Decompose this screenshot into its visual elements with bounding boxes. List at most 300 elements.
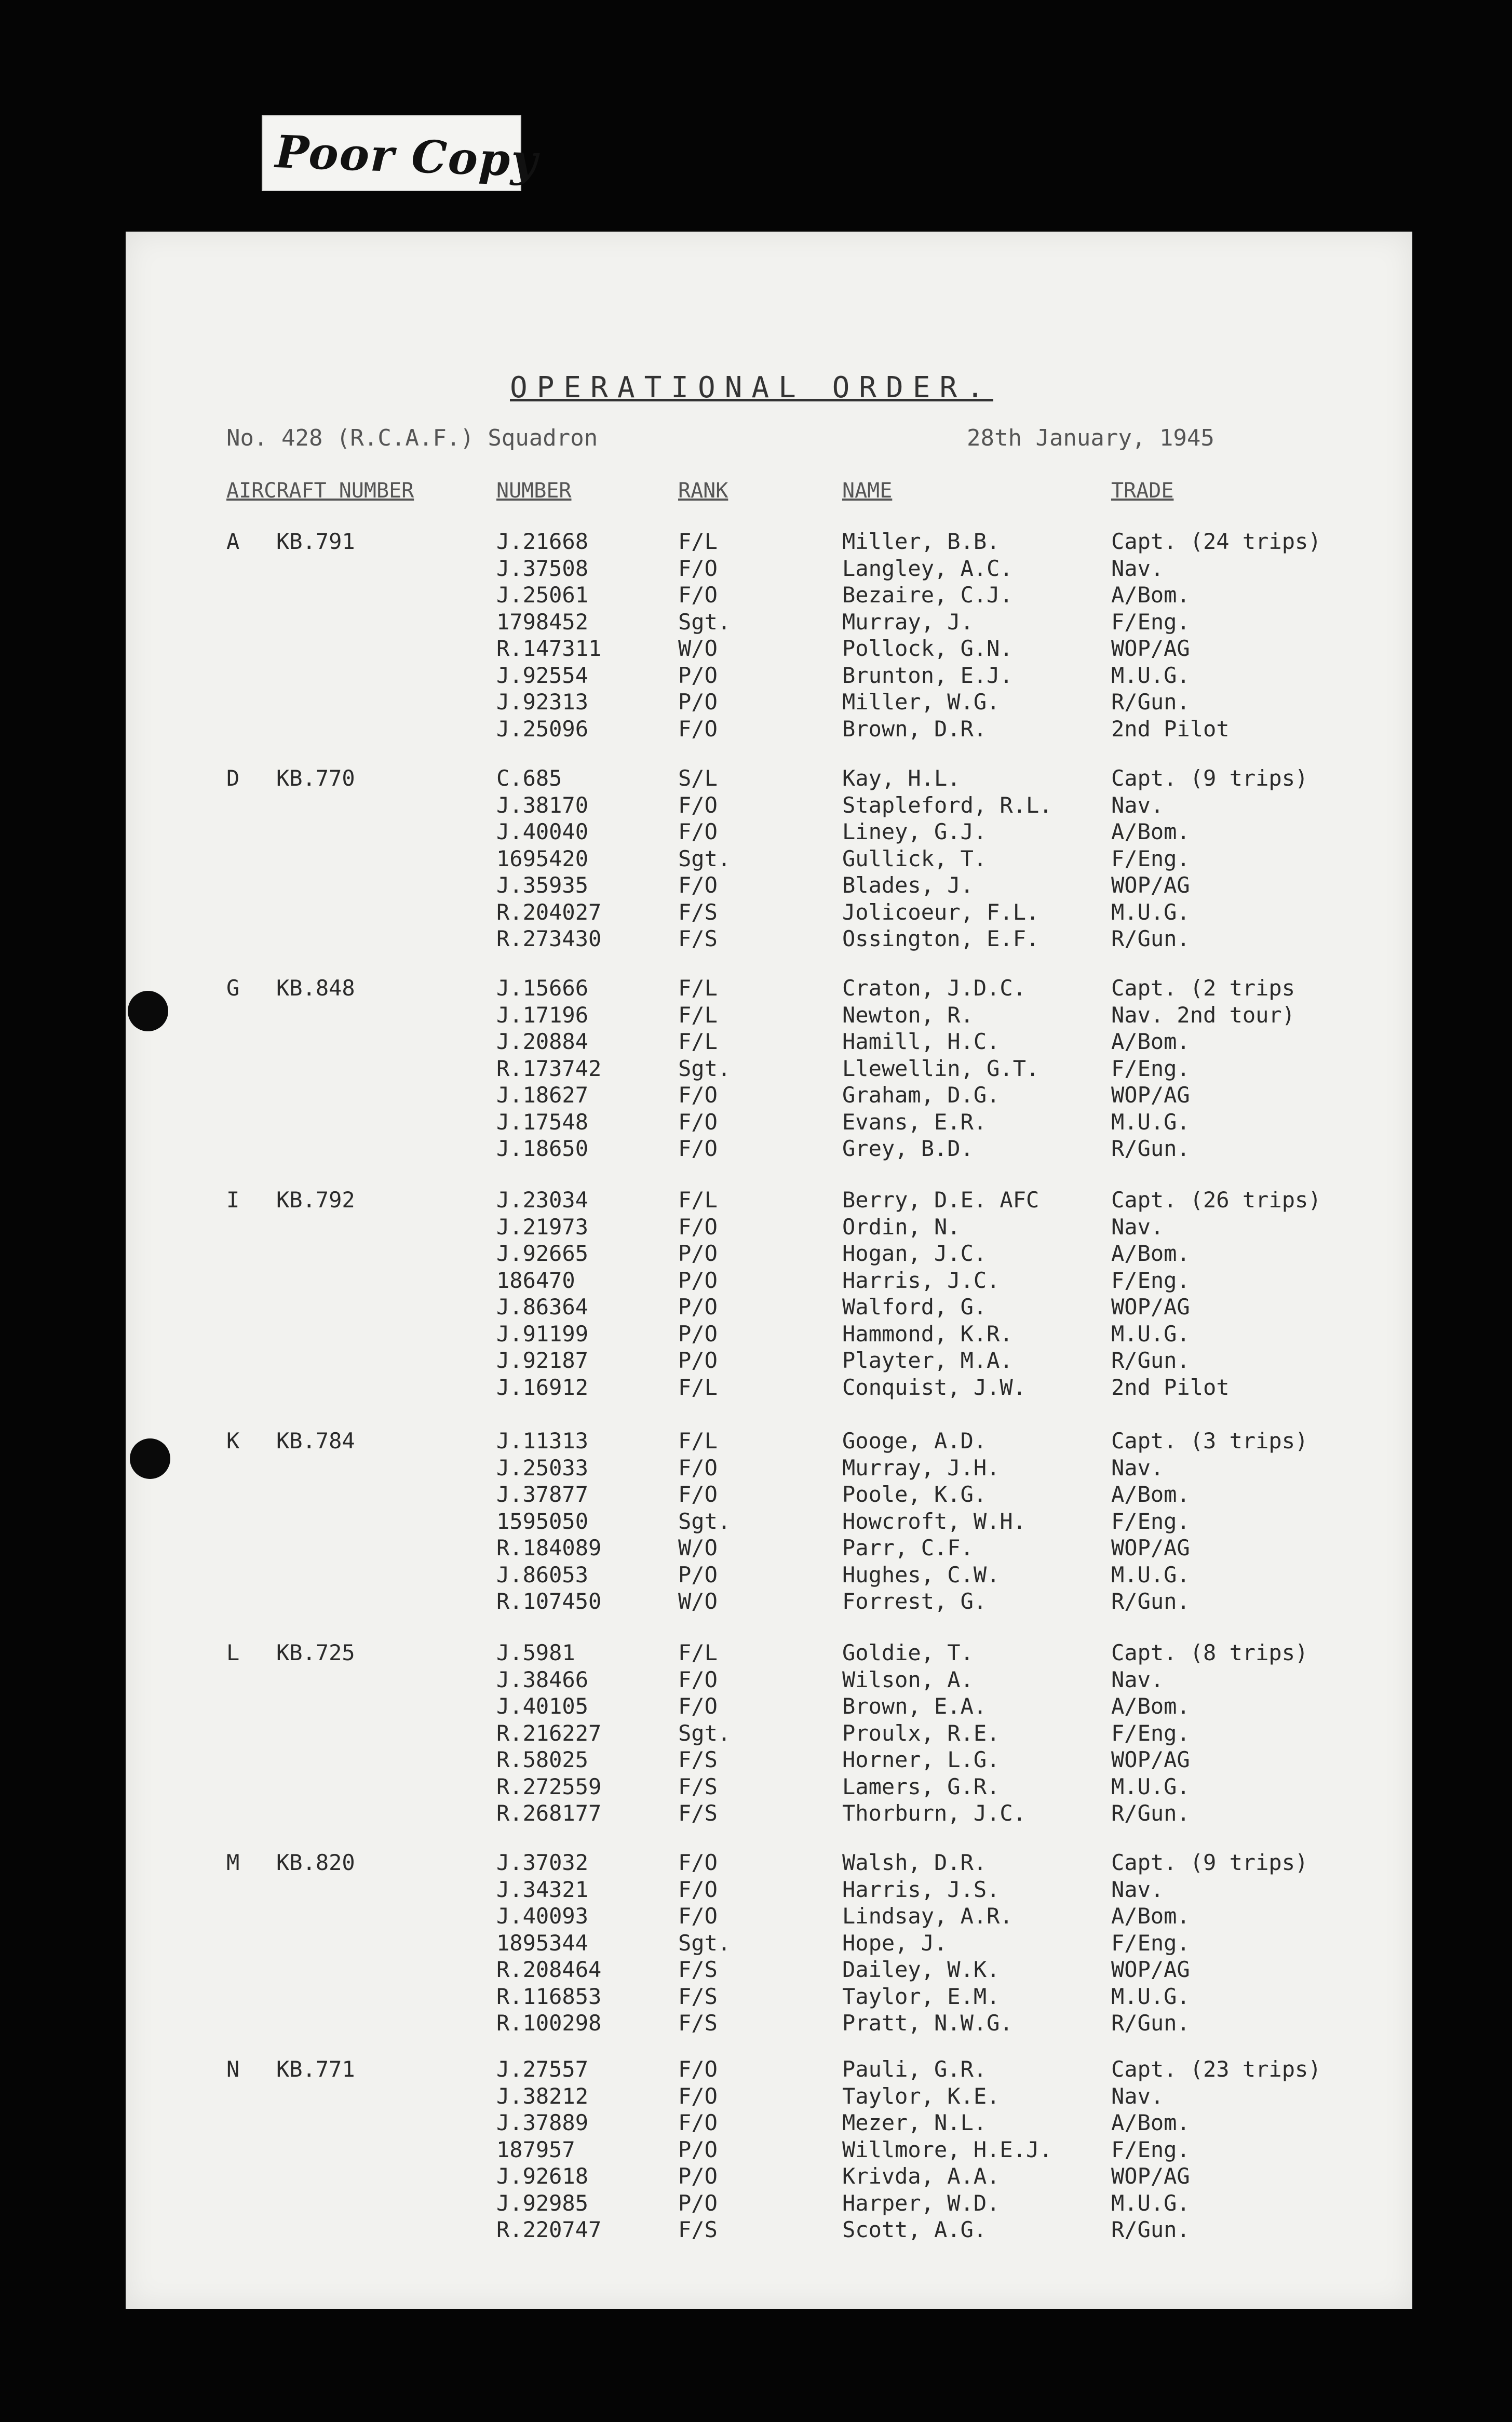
header-trade: TRADE <box>1111 479 1174 503</box>
crew-name: Murray, J.H. <box>842 1455 1000 1481</box>
trade: F/Eng. <box>1111 1267 1190 1293</box>
rank: F/O <box>678 582 718 608</box>
trade: M.U.G. <box>1111 1983 1190 2009</box>
trade: 2nd Pilot <box>1111 1374 1230 1400</box>
trade: WOP/AG <box>1111 636 1190 661</box>
header-rank: RANK <box>678 479 728 503</box>
rank: F/L <box>678 1029 718 1054</box>
rank: F/O <box>678 1482 718 1507</box>
service-number: J.38212 <box>496 2083 589 2109</box>
rank: F/O <box>678 1136 718 1161</box>
crew-member-row <box>126 1056 1412 1083</box>
crew-name: Miller, W.G. <box>842 689 1000 715</box>
rank: Sgt. <box>678 1055 731 1081</box>
trade: F/Eng. <box>1111 1930 1190 1956</box>
trade: Nav. <box>1111 555 1164 581</box>
crew-name: Hughes, C.W. <box>842 1562 1000 1587</box>
trade: Capt. (23 trips) <box>1111 2056 1321 2082</box>
service-number: J.40105 <box>496 1693 589 1719</box>
trade: 2nd Pilot <box>1111 716 1230 742</box>
rank: F/S <box>678 899 718 925</box>
rank: F/O <box>678 1214 718 1240</box>
poor-copy-label <box>262 115 539 191</box>
rank: P/O <box>678 2190 718 2216</box>
crew-member-row <box>126 1877 1412 1904</box>
rank: Sgt. <box>678 1930 731 1956</box>
trade: Nav. <box>1111 1666 1164 1692</box>
service-number: 1695420 <box>496 845 589 871</box>
trade: M.U.G. <box>1111 2190 1190 2216</box>
trade: F/Eng. <box>1111 2136 1190 2162</box>
rank: F/O <box>678 1693 718 1719</box>
header-number: NUMBER <box>496 479 572 503</box>
rank: F/S <box>678 2010 718 2036</box>
crew-name: Llewellin, G.T. <box>842 1055 1040 1081</box>
crew-member-row <box>126 1455 1412 1482</box>
rank: F/O <box>678 1455 718 1481</box>
crew-name: Willmore, H.E.J. <box>842 2136 1052 2162</box>
trade: Capt. (2 trips <box>1111 975 1295 1001</box>
crew-name: Stapleford, R.L. <box>842 792 1052 818</box>
service-number: J.17196 <box>496 1002 589 1028</box>
crew-member-row <box>126 1428 1412 1455</box>
trade: M.U.G. <box>1111 1562 1190 1587</box>
crew-member-row <box>126 1136 1412 1163</box>
crew-member-row <box>126 609 1412 636</box>
aircraft-letter: I <box>226 1187 240 1213</box>
rank: P/O <box>678 1294 718 1320</box>
crew-member-row <box>126 689 1412 716</box>
service-number: J.18650 <box>496 1136 589 1161</box>
service-number: J.35935 <box>496 872 589 898</box>
rank: F/S <box>678 1800 718 1826</box>
crew-member-row <box>126 1294 1412 1321</box>
crew-name: Kay, H.L. <box>842 765 961 791</box>
crew-member-row <box>126 1930 1412 1957</box>
crew-name: Poole, K.G. <box>842 1482 987 1507</box>
service-number: J.38170 <box>496 792 589 818</box>
aircraft-letter: G <box>226 975 240 1001</box>
rank: F/O <box>678 1109 718 1135</box>
crew-member-row <box>126 792 1412 819</box>
service-number: J.21668 <box>496 529 589 554</box>
crew-name: Playter, M.A. <box>842 1348 1013 1373</box>
header-aircraft-number: AIRCRAFT NUMBER <box>226 479 414 503</box>
rank: F/O <box>678 1903 718 1929</box>
trade: WOP/AG <box>1111 1957 1190 1982</box>
rank: F/O <box>678 872 718 898</box>
crew-member-row <box>126 1535 1412 1562</box>
trade: Capt. (24 trips) <box>1111 529 1321 554</box>
crew-member-row <box>126 1640 1412 1667</box>
crew-name: Hope, J. <box>842 1930 948 1956</box>
rank: F/O <box>678 792 718 818</box>
rank: F/L <box>678 529 718 554</box>
service-number: J.92313 <box>496 689 589 715</box>
trade: R/Gun. <box>1111 2217 1190 2242</box>
crew-member-row <box>126 716 1412 743</box>
trade: A/Bom. <box>1111 1482 1190 1507</box>
aircraft-serial: KB.771 <box>276 2056 355 2082</box>
crew-name: Horner, L.G. <box>842 1747 1000 1772</box>
aircraft-letter: N <box>226 2056 240 2082</box>
aircraft-letter: A <box>226 529 240 554</box>
crew-member-row <box>126 1268 1412 1295</box>
trade: M.U.G. <box>1111 1773 1190 1799</box>
crew-member-row <box>126 1482 1412 1509</box>
trade: A/Bom. <box>1111 1693 1190 1719</box>
crew-member-row <box>126 2190 1412 2217</box>
rank: F/S <box>678 2217 718 2242</box>
crew-member-row <box>126 556 1412 583</box>
rank: P/O <box>678 689 718 715</box>
crew-name: Pollock, G.N. <box>842 636 1013 661</box>
rank: W/O <box>678 1589 718 1614</box>
trade: WOP/AG <box>1111 1747 1190 1772</box>
crew-name: Lamers, G.R. <box>842 1773 1000 1799</box>
rank: F/L <box>678 1374 718 1400</box>
crew-name: Jolicoeur, F.L. <box>842 899 1040 925</box>
trade: WOP/AG <box>1111 1294 1190 1320</box>
trade: M.U.G. <box>1111 1109 1190 1135</box>
crew-name: Gullick, T. <box>842 845 987 871</box>
crew-name: Newton, R. <box>842 1002 974 1028</box>
squadron-line: No. 428 (R.C.A.F.) Squadron <box>226 425 598 451</box>
rank: P/O <box>678 662 718 688</box>
crew-name: Craton, J.D.C. <box>842 975 1027 1001</box>
header-name: NAME <box>842 479 893 503</box>
aircraft-serial: KB.848 <box>276 975 355 1001</box>
rank: F/L <box>678 1428 718 1454</box>
service-number: 1798452 <box>496 609 589 635</box>
service-number: J.37889 <box>496 2110 589 2135</box>
trade: Nav. <box>1111 792 1164 818</box>
aircraft-serial: KB.784 <box>276 1428 355 1454</box>
crew-member-row <box>126 1082 1412 1109</box>
crew-member-row <box>126 1800 1412 1827</box>
crew-member-row <box>126 2110 1412 2137</box>
service-number: J.15666 <box>496 975 589 1001</box>
crew-name: Hammond, K.R. <box>842 1321 1013 1347</box>
service-number: 187957 <box>496 2136 575 2162</box>
service-number: J.21973 <box>496 1214 589 1240</box>
trade: Nav. <box>1111 2083 1164 2109</box>
rank: F/O <box>678 716 718 742</box>
service-number: J.37877 <box>496 1482 589 1507</box>
trade: F/Eng. <box>1111 1508 1190 1534</box>
crew-name: Lindsay, A.R. <box>842 1903 1013 1929</box>
rank: F/O <box>678 2110 718 2135</box>
crew-name: Blades, J. <box>842 872 974 898</box>
trade: R/Gun. <box>1111 689 1190 715</box>
service-number: J.92985 <box>496 2190 589 2216</box>
crew-name: Dailey, W.K. <box>842 1957 1000 1982</box>
crew-member-row <box>126 1348 1412 1375</box>
crew-member-row <box>126 1693 1412 1720</box>
trade: A/Bom. <box>1111 1903 1190 1929</box>
service-number: R.273430 <box>496 926 602 951</box>
crew-member-row <box>126 1187 1412 1214</box>
crew-member-row <box>126 1589 1412 1616</box>
crew-name: Harris, J.C. <box>842 1267 1000 1293</box>
crew-member-row <box>126 819 1412 846</box>
trade: Nav. <box>1111 1214 1164 1240</box>
crew-member-row <box>126 2010 1412 2037</box>
service-number: J.91199 <box>496 1321 589 1347</box>
trade: WOP/AG <box>1111 872 1190 898</box>
service-number: J.40040 <box>496 819 589 844</box>
service-number: R.220747 <box>496 2217 602 2242</box>
crew-member-row <box>126 1984 1412 2011</box>
crew-member-row <box>126 636 1412 663</box>
crew-member-row <box>126 2083 1412 2110</box>
service-number: J.20884 <box>496 1029 589 1054</box>
crew-name: Conquist, J.W. <box>842 1374 1027 1400</box>
service-number: R.268177 <box>496 1800 602 1826</box>
crew-name: Walford, G. <box>842 1294 987 1320</box>
aircraft-serial: KB.725 <box>276 1640 355 1665</box>
rank: P/O <box>678 1267 718 1293</box>
rank: F/O <box>678 1082 718 1108</box>
trade: R/Gun. <box>1111 1136 1190 1161</box>
rank: F/L <box>678 1187 718 1213</box>
rank: F/L <box>678 1002 718 1028</box>
trade: WOP/AG <box>1111 2163 1190 2189</box>
rank: F/S <box>678 1983 718 2009</box>
trade: F/Eng. <box>1111 609 1190 635</box>
service-number: J.27557 <box>496 2056 589 2082</box>
crew-name: Ossington, E.F. <box>842 926 1040 951</box>
service-number: R.107450 <box>496 1589 602 1614</box>
crew-name: Ordin, N. <box>842 1214 961 1240</box>
crew-member-row <box>126 1375 1412 1402</box>
rank: F/O <box>678 2083 718 2109</box>
crew-name: Evans, E.R. <box>842 1109 987 1135</box>
service-number: R.272559 <box>496 1773 602 1799</box>
rank: F/L <box>678 975 718 1001</box>
aircraft-letter: L <box>226 1640 240 1665</box>
trade: WOP/AG <box>1111 1535 1190 1560</box>
service-number: J.18627 <box>496 1082 589 1108</box>
crew-name: Harris, J.S. <box>842 1876 1000 1902</box>
trade: A/Bom. <box>1111 1241 1190 1266</box>
aircraft-serial: KB.770 <box>276 765 355 791</box>
service-number: 186470 <box>496 1267 575 1293</box>
crew-member-row <box>126 1747 1412 1774</box>
service-number: J.38466 <box>496 1666 589 1692</box>
crew-member-row <box>126 529 1412 556</box>
service-number: R.116853 <box>496 1983 602 2009</box>
crew-name: Bezaire, C.J. <box>842 582 1013 608</box>
rank: Sgt. <box>678 1720 731 1746</box>
crew-name: Thorburn, J.C. <box>842 1800 1027 1826</box>
crew-member-row <box>126 1509 1412 1536</box>
trade: Nav. <box>1111 1455 1164 1481</box>
crew-member-row <box>126 1002 1412 1029</box>
crew-member-row <box>126 1850 1412 1877</box>
service-number: J.92187 <box>496 1348 589 1373</box>
crew-name: Pratt, N.W.G. <box>842 2010 1013 2036</box>
trade: Nav. 2nd tour) <box>1111 1002 1295 1028</box>
rank: P/O <box>678 1321 718 1347</box>
crew-member-row <box>126 2163 1412 2190</box>
service-number: J.11313 <box>496 1428 589 1454</box>
rank: Sgt. <box>678 845 731 871</box>
rank: F/S <box>678 1773 718 1799</box>
service-number: R.208464 <box>496 1957 602 1982</box>
service-number: J.25096 <box>496 716 589 742</box>
crew-member-row <box>126 765 1412 792</box>
crew-name: Murray, J. <box>842 609 974 635</box>
crew-member-row <box>126 1720 1412 1747</box>
rank: F/O <box>678 819 718 844</box>
crew-name: Howcroft, W.H. <box>842 1508 1027 1534</box>
crew-name: Miller, B.B. <box>842 529 1000 554</box>
rank: P/O <box>678 1241 718 1266</box>
aircraft-letter: D <box>226 765 240 791</box>
trade: Capt. (9 trips) <box>1111 1850 1308 1875</box>
service-number: J.40093 <box>496 1903 589 1929</box>
rank: Sgt. <box>678 609 731 635</box>
aircraft-letter: M <box>226 1850 240 1875</box>
rank: F/O <box>678 1850 718 1875</box>
crew-member-row <box>126 1109 1412 1136</box>
service-number: J.25033 <box>496 1455 589 1481</box>
service-number: R.184089 <box>496 1535 602 1560</box>
crew-name: Brown, D.R. <box>842 716 987 742</box>
trade: Capt. (26 trips) <box>1111 1187 1321 1213</box>
rank: F/O <box>678 1666 718 1692</box>
crew-member-row <box>126 1667 1412 1694</box>
crew-member-row <box>126 1774 1412 1801</box>
rank: F/S <box>678 1957 718 1982</box>
trade: R/Gun. <box>1111 1589 1190 1614</box>
trade: M.U.G. <box>1111 662 1190 688</box>
service-number: J.92618 <box>496 2163 589 2189</box>
trade: A/Bom. <box>1111 582 1190 608</box>
service-number: J.23034 <box>496 1187 589 1213</box>
crew-member-row <box>126 2217 1412 2244</box>
aircraft-serial: KB.820 <box>276 1850 355 1875</box>
trade: F/Eng. <box>1111 1055 1190 1081</box>
rank: F/O <box>678 2056 718 2082</box>
service-number: R.173742 <box>496 1055 602 1081</box>
rank: P/O <box>678 1562 718 1587</box>
rank: Sgt. <box>678 1508 731 1534</box>
service-number: J.16912 <box>496 1374 589 1400</box>
crew-name: Taylor, K.E. <box>842 2083 1000 2109</box>
rank: P/O <box>678 2136 718 2162</box>
service-number: J.25061 <box>496 582 589 608</box>
service-number: J.92554 <box>496 662 589 688</box>
rank: P/O <box>678 1348 718 1373</box>
crew-member-row <box>126 1321 1412 1348</box>
trade: R/Gun. <box>1111 1348 1190 1373</box>
trade: R/Gun. <box>1111 1800 1190 1826</box>
trade: WOP/AG <box>1111 1082 1190 1108</box>
service-number: 1895344 <box>496 1930 589 1956</box>
crew-name: Krivda, A.A. <box>842 2163 1000 2189</box>
crew-member-row <box>126 1562 1412 1589</box>
service-number: J.86364 <box>496 1294 589 1320</box>
service-number: 1595050 <box>496 1508 589 1534</box>
crew-member-row <box>126 1029 1412 1056</box>
trade: Capt. (3 trips) <box>1111 1428 1308 1454</box>
crew-name: Berry, D.E. AFC <box>842 1187 1040 1213</box>
service-number: J.34321 <box>496 1876 589 1902</box>
service-number: R.58025 <box>496 1747 589 1772</box>
rank: F/S <box>678 926 718 951</box>
document-title: OPERATIONAL ORDER. <box>510 371 993 405</box>
crew-member-row <box>126 1903 1412 1930</box>
crew-name: Goldie, T. <box>842 1640 974 1665</box>
service-number: R.216227 <box>496 1720 602 1746</box>
crew-member-row <box>126 582 1412 609</box>
crew-name: Scott, A.G. <box>842 2217 987 2242</box>
crew-name: Hamill, H.C. <box>842 1029 1000 1054</box>
service-number: J.86053 <box>496 1562 589 1587</box>
crew-name: Googe, A.D. <box>842 1428 987 1454</box>
trade: Nav. <box>1111 1876 1164 1902</box>
trade: Capt. (9 trips) <box>1111 765 1308 791</box>
crew-member-row <box>126 1957 1412 1984</box>
crew-name: Brown, E.A. <box>842 1693 987 1719</box>
trade: Capt. (8 trips) <box>1111 1640 1308 1665</box>
crew-name: Walsh, D.R. <box>842 1850 987 1875</box>
crew-member-row <box>126 846 1412 873</box>
crew-member-row <box>126 926 1412 953</box>
crew-name: Brunton, E.J. <box>842 662 1013 688</box>
service-number: J.17548 <box>496 1109 589 1135</box>
trade: A/Bom. <box>1111 819 1190 844</box>
rank: F/O <box>678 555 718 581</box>
service-number: J.5981 <box>496 1640 575 1665</box>
rank: W/O <box>678 636 718 661</box>
service-number: R.100298 <box>496 2010 602 2036</box>
trade: M.U.G. <box>1111 899 1190 925</box>
crew-name: Proulx, R.E. <box>842 1720 1000 1746</box>
crew-name: Harper, W.D. <box>842 2190 1000 2216</box>
service-number: C.685 <box>496 765 562 791</box>
service-number: J.37508 <box>496 555 589 581</box>
crew-name: Pauli, G.R. <box>842 2056 987 2082</box>
poor-copy-label-text: Poor Copy <box>274 126 539 187</box>
trade: M.U.G. <box>1111 1321 1190 1347</box>
rank: P/O <box>678 2163 718 2189</box>
trade: R/Gun. <box>1111 926 1190 951</box>
service-number: R.147311 <box>496 636 602 661</box>
crew-name: Hogan, J.C. <box>842 1241 987 1266</box>
aircraft-serial: KB.791 <box>276 529 355 554</box>
crew-member-row <box>126 872 1412 899</box>
crew-member-row <box>126 975 1412 1002</box>
rank: F/L <box>678 1640 718 1665</box>
crew-name: Wilson, A. <box>842 1666 974 1692</box>
service-number: J.92665 <box>496 1241 589 1266</box>
crew-name: Parr, C.F. <box>842 1535 974 1560</box>
crew-name: Graham, D.G. <box>842 1082 1000 1108</box>
aircraft-serial: KB.792 <box>276 1187 355 1213</box>
crew-name: Liney, G.J. <box>842 819 987 844</box>
service-number: J.37032 <box>496 1850 589 1875</box>
crew-member-row <box>126 899 1412 926</box>
crew-member-row <box>126 2137 1412 2164</box>
rank: S/L <box>678 765 718 791</box>
trade: A/Bom. <box>1111 2110 1190 2135</box>
crew-name: Mezer, N.L. <box>842 2110 987 2135</box>
crew-member-row <box>126 1214 1412 1241</box>
crew-member-row <box>126 663 1412 690</box>
